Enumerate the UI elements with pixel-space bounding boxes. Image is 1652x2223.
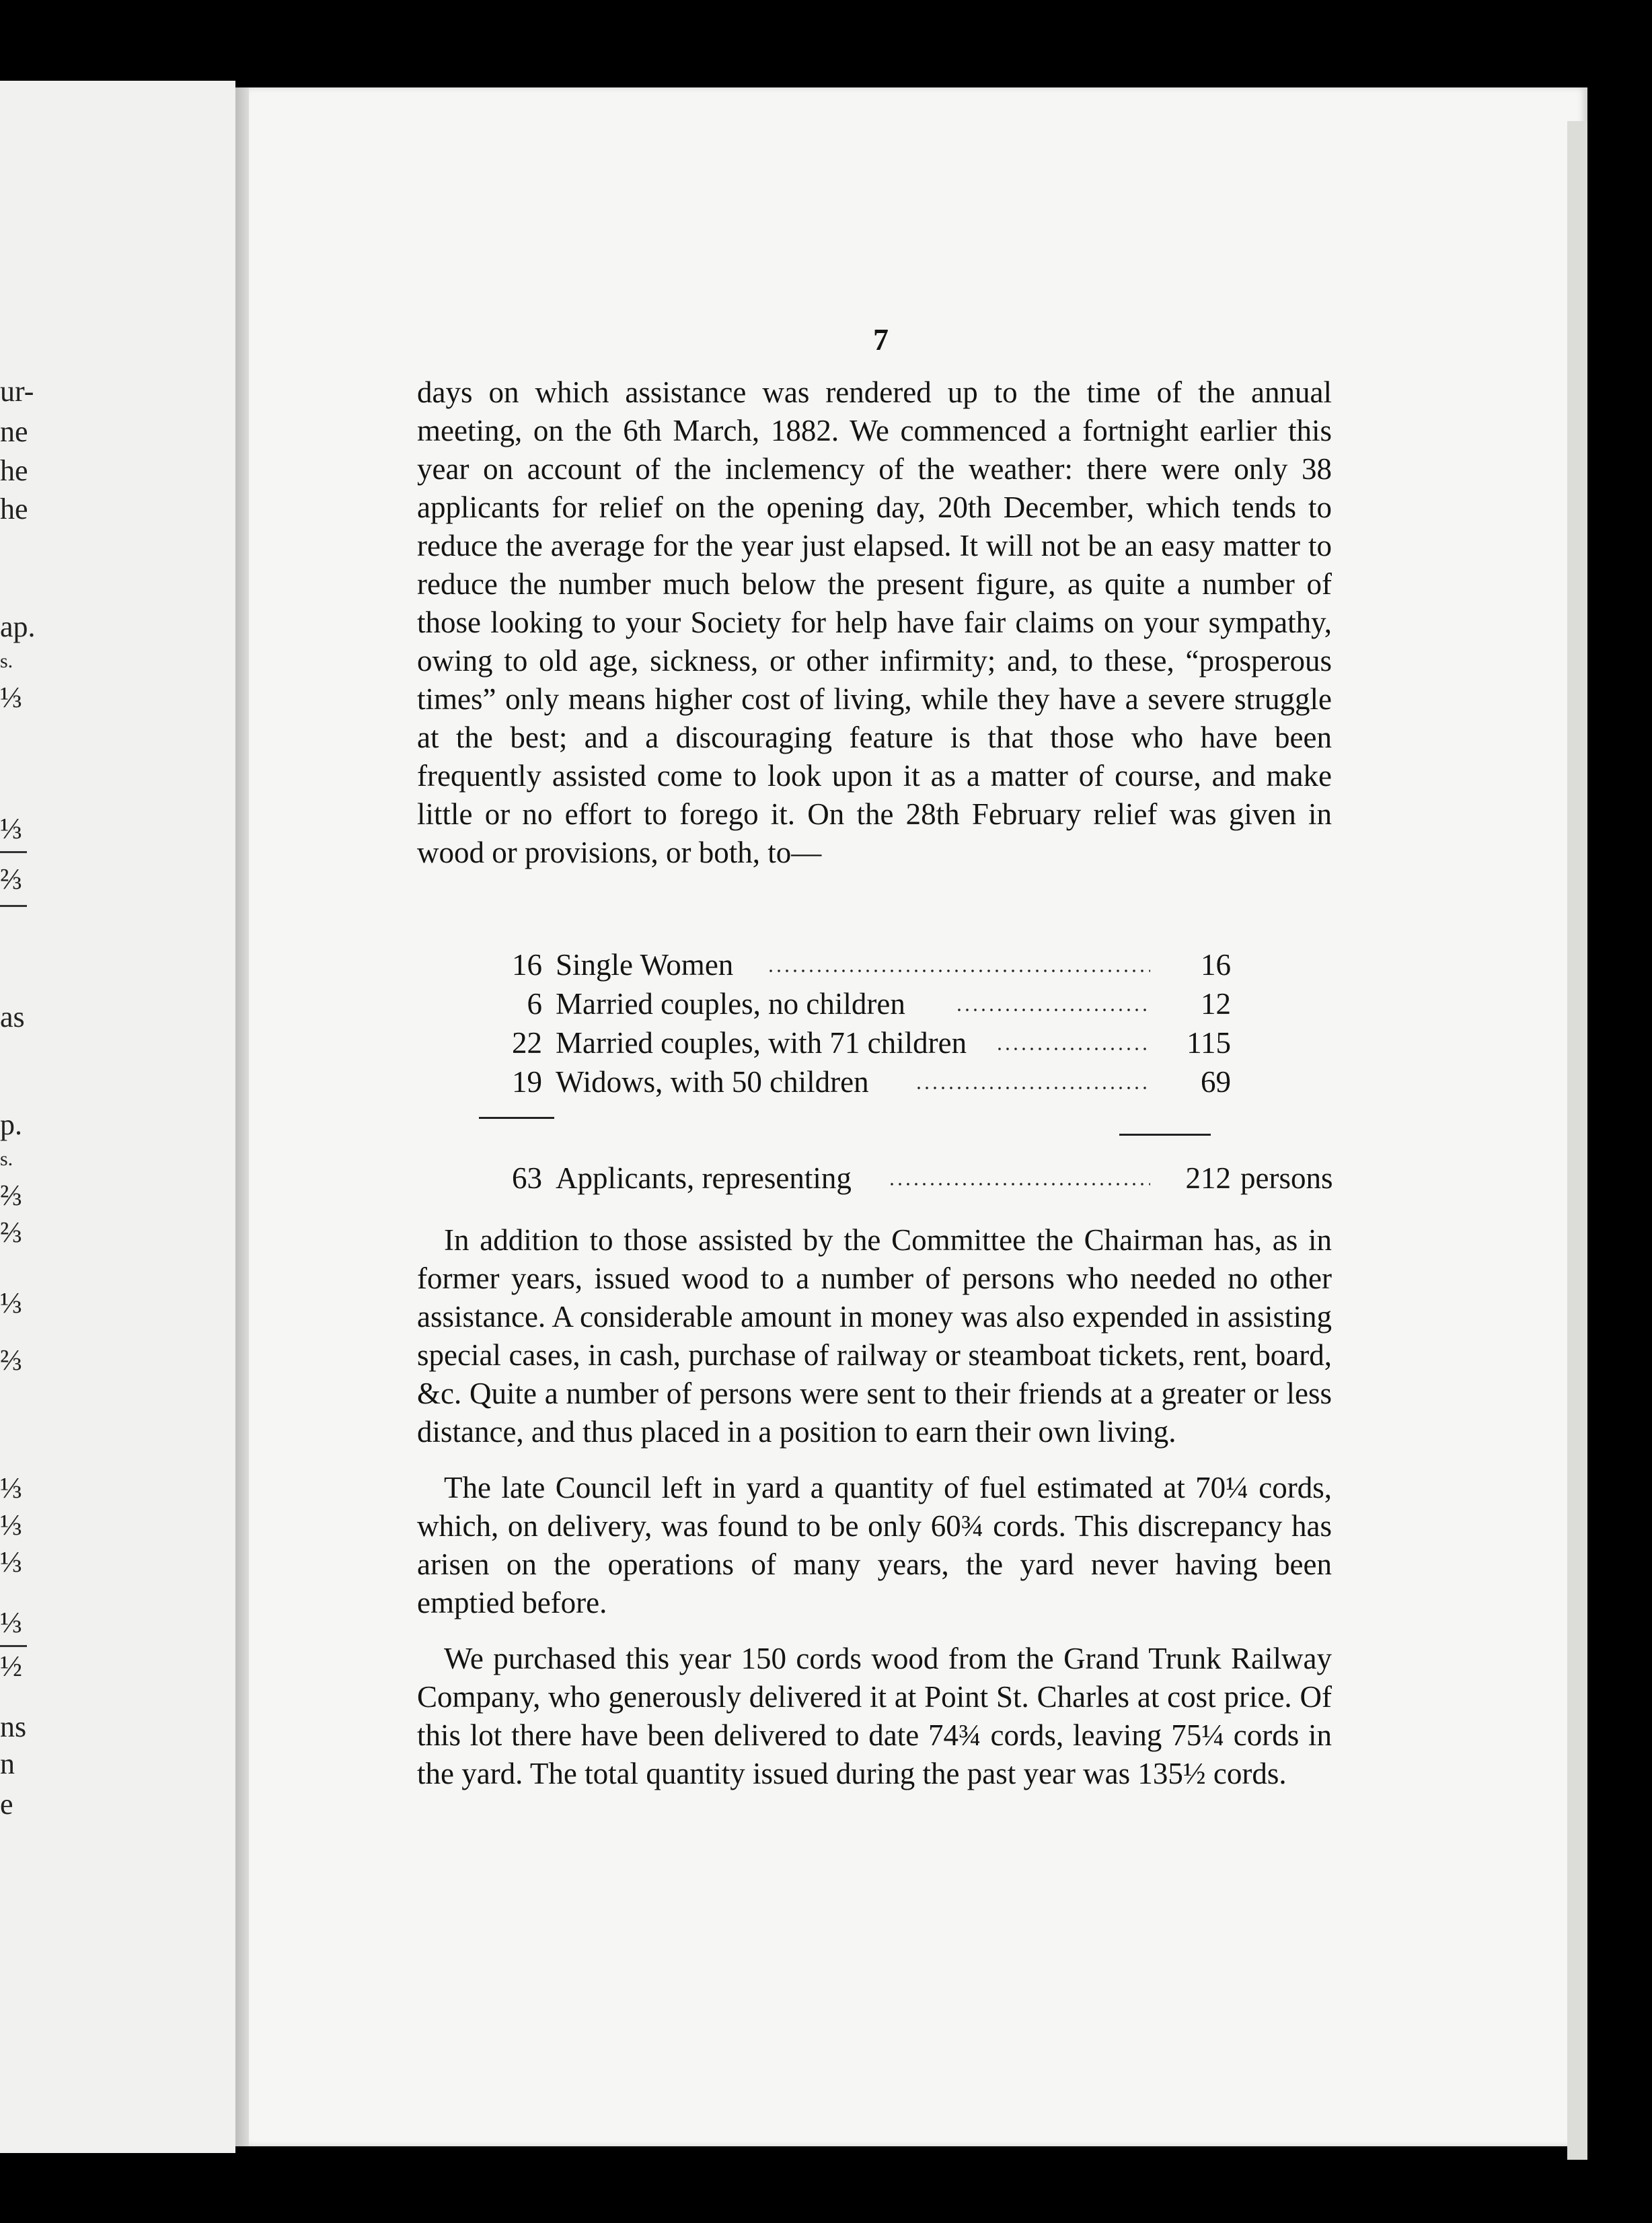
facing-page-edge — [0, 81, 235, 2153]
dot-leader — [915, 1085, 1150, 1091]
table-row — [484, 984, 1332, 1023]
row-count: 16 — [512, 948, 542, 982]
table-row — [484, 1023, 1332, 1062]
paragraph: days on which assistance was rendered up to the time of the annual meeting, on the 6th March, 1882. We commenced a fortnight earlier this year on account of the inclemency of the weather: there were only 38 applicants for relief on the opening day, 20th December, which tends to reduce the average for the year just elapsed. It will not be an easy matter to reduce the number much below the present figure, as quite a number of those looking to your Society for help have fair claims on your sympathy, owing to old age, sickness, or other infirmity; and, to these, “prosperous times” only means higher cost of living, while they have a severe struggle at the best; and a discouraging feature is that those who have been frequently assisted come to look upon it as a matter of course, and make little or no effort to forego it. On the 28th February relief was given in wood or provisions, or both, to— — [417, 375, 1332, 869]
page-number: 7 — [873, 322, 889, 357]
row-label: Single Women — [556, 948, 734, 982]
page-edge — [1567, 121, 1587, 2160]
facing-page-fragment: ⅓ — [0, 1286, 22, 1319]
row-label: Married couples, with 71 children — [556, 1026, 967, 1060]
row-value: 69 — [1201, 1065, 1231, 1099]
sum-rule-right — [1119, 1134, 1211, 1136]
dot-leader — [767, 968, 1150, 974]
row-value: 115 — [1187, 1026, 1231, 1060]
body-text-bottom — [417, 1221, 1332, 1793]
row-value: 12 — [1201, 987, 1231, 1021]
book-gutter — [235, 87, 249, 2146]
dot-leader — [996, 1046, 1150, 1052]
dot-leader — [888, 1181, 1150, 1187]
facing-page-fragment: ⅔ — [0, 1179, 22, 1212]
facing-page-fragment: ⅔ — [0, 1216, 22, 1249]
paragraph: In addition to those assisted by the Committee the Chairman has, as in former years, issued wood to a number of persons who needed no other assistance. A considerable amount in money was also expended in assisting special cases, in cash, purchase of railway or steamboat tickets, rent, board, &c. Quite a number of persons were sent to their friends at a greater or less distance, and thus placed in a position to earn their own living. — [417, 1223, 1332, 1449]
facing-page-fragment: p. — [0, 1108, 22, 1141]
facing-page-fragment: ⅔ — [0, 1344, 22, 1377]
row-count: 19 — [512, 1065, 542, 1099]
total-label: Applicants, representing — [556, 1161, 852, 1195]
facing-page-fragment: ⅔ — [0, 863, 22, 896]
row-label: Widows, with 50 children — [556, 1065, 869, 1099]
facing-page-fragment: n — [0, 1747, 15, 1780]
paragraph: The late Council left in yard a quantity of fuel estimated at 70¼ cords, which, on delivery, was found to be only 60¾ cords. This discrepancy has arisen on the operations of many years, the yard never having been emptied before. — [417, 1471, 1332, 1619]
facing-page-fragment: ⅓ — [0, 1545, 22, 1578]
table-row — [484, 1062, 1332, 1101]
total-value: 212 — [1185, 1161, 1231, 1195]
facing-page-fragment: ur- — [0, 375, 34, 408]
row-label: Married couples, no children — [556, 987, 905, 1021]
paragraph: We purchased this year 150 cords wood from the Grand Trunk Railway Company, who generously delivered it at Point St. Charles at cost price. Of this lot there have been delivered to date 74¾ cords, leaving 75¼ cords in the yard. The total quantity issued during the past year was 135½ cords. — [417, 1642, 1332, 1790]
facing-page-fragment: he — [0, 454, 28, 487]
facing-page-fragment: ⅓ — [0, 812, 22, 845]
facing-page-fragment: s. — [0, 650, 13, 672]
facing-page-fragment: ne — [0, 415, 28, 448]
sum-rule-left — [479, 1117, 554, 1119]
relief-table — [484, 945, 1332, 1101]
facing-page-fragment: ½ — [0, 1650, 22, 1683]
row-value: 16 — [1201, 948, 1231, 982]
facing-page-fragment: ⅓ — [0, 1471, 22, 1504]
facing-page-fragment: ⅓ — [0, 681, 22, 714]
facing-page-fragment: s. — [0, 1148, 13, 1170]
facing-page-fragment: ns — [0, 1710, 27, 1743]
facing-page-fragment: as — [0, 1000, 25, 1033]
facing-page-fragment: ap. — [0, 610, 36, 643]
dot-leader — [955, 1007, 1150, 1013]
facing-page-fragment: ⅓ — [0, 1606, 22, 1639]
body-text-top — [417, 373, 1332, 872]
facing-page-fragment: he — [0, 493, 28, 525]
facing-page-fragment: ⅓ — [0, 1508, 22, 1541]
facing-page-fragment: e — [0, 1788, 13, 1821]
total-unit: persons — [1240, 1161, 1333, 1195]
table-row — [484, 945, 1332, 984]
row-count: 22 — [512, 1026, 542, 1060]
row-count: 6 — [527, 987, 542, 1021]
total-count: 63 — [512, 1161, 542, 1195]
total-row — [484, 1159, 1332, 1198]
